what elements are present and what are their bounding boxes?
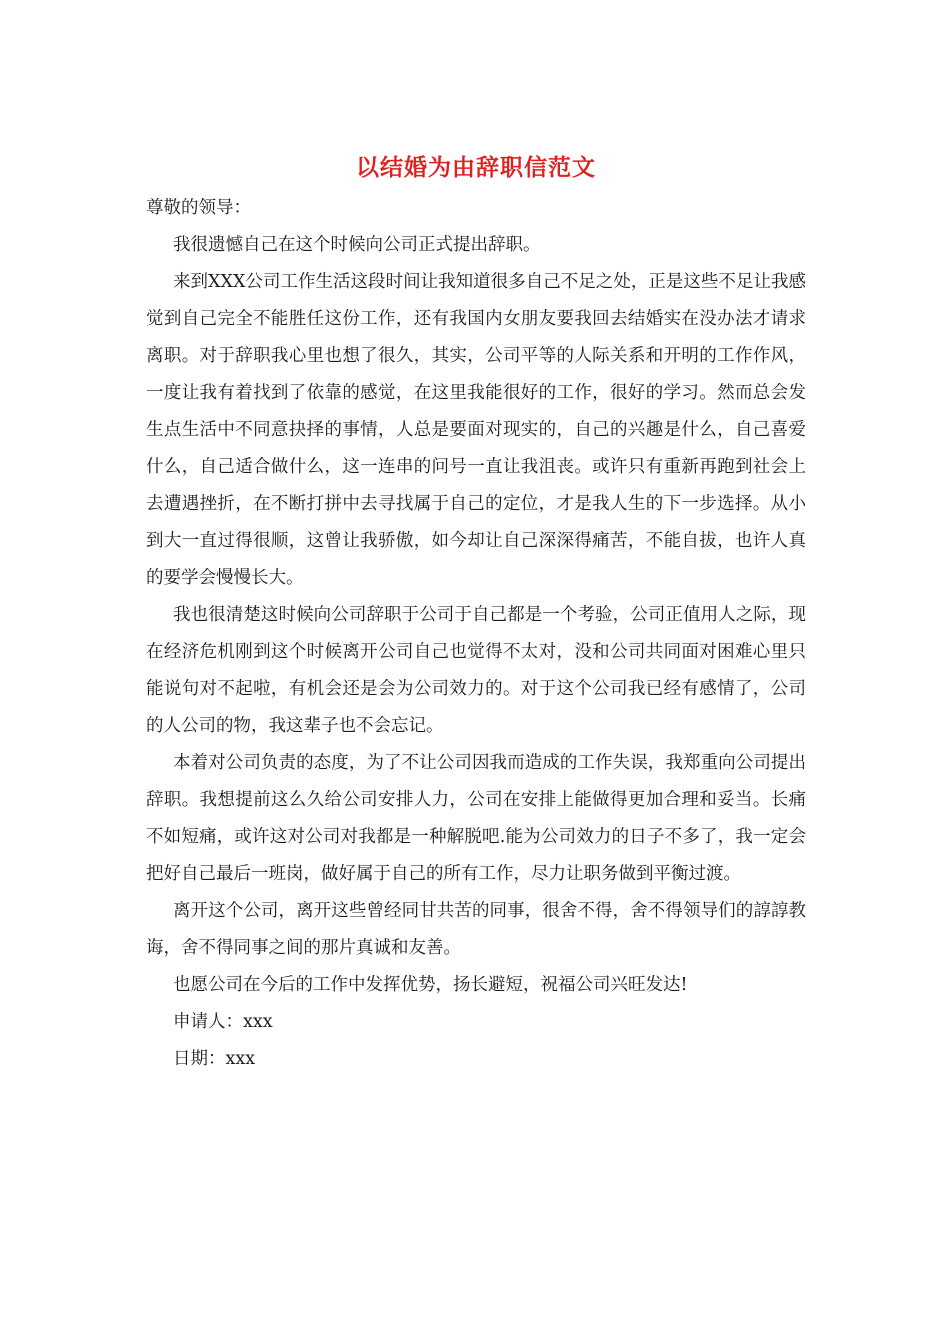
applicant-line: 申请人：xxx <box>173 1012 273 1032</box>
date-line: 日期：xxx <box>173 1049 256 1069</box>
body-paragraph: 来到XXX公司工作生活这段时间让我知道很多自己不足之处，正是这些不足让我感觉到自己完全不能胜任这份工作，还有我国内女朋友要我回去结婚实在没办法才请求离职。对于辞职我心里也想了很久，其实，公司平等的人际关系和开明的工作作风，一度让我有着找到了依靠的感觉，在这里我能很好的工作，很好的学习。然而总会发生点生活中不同意抉择的事情，人总是要面对现实的，自己的兴趣是什么，自己喜爱什么，自己适合做什么，这一连串的问号一直让我沮丧。或许只有重新再跑到社会上去遭遇挫折，在不断打拼中去寻找属于自己的定位，才是我人生的下一步选择。从小到大一直过得很顺，这曾让我骄傲，如今却让自己深深得痛苦，不能自拔，也许人真的要学会慢慢长大。 <box>146 272 806 588</box>
body-paragraph: 我很遗憾自己在这个时候向公司正式提出辞职。 <box>173 235 541 255</box>
body-paragraph: 也愿公司在今后的工作中发挥优势，扬长避短，祝福公司兴旺发达! <box>173 975 688 995</box>
document-page <box>146 150 806 1078</box>
salutation: 尊敬的领导： <box>146 198 251 218</box>
body-paragraph: 离开这个公司，离开这些曾经同甘共苦的同事，很舍不得，舍不得领导们的諄諄教诲，舍不得同事之间的那片真诚和友善。 <box>146 901 806 958</box>
document-title: 以结婚为由辞职信范文 <box>356 154 596 181</box>
body-paragraph: 我也很清楚这时候向公司辞职于公司于自己都是一个考验，公司正值用人之际，现在经济危机刚到这个时候离开公司自己也觉得不太对，没和公司共同面对困难心里只能说句对不起啦，有机会还是会为公司效力的。对于这个公司我已经有感情了，公司的人公司的物，我这辈子也不会忘记。 <box>146 605 806 736</box>
body-paragraph: 本着对公司负责的态度，为了不让公司因我而造成的工作失误，我郑重向公司提出辞职。我想提前这么久给公司安排人力，公司在安排上能做得更加合理和妥当。长痛不如短痛，或许这对公司对我都是一种解脱吧.能为公司效力的日子不多了，我一定会把好自己最后一班岗，做好属于自己的所有工作，尽力让职务做到平衡过渡。 <box>146 753 806 884</box>
